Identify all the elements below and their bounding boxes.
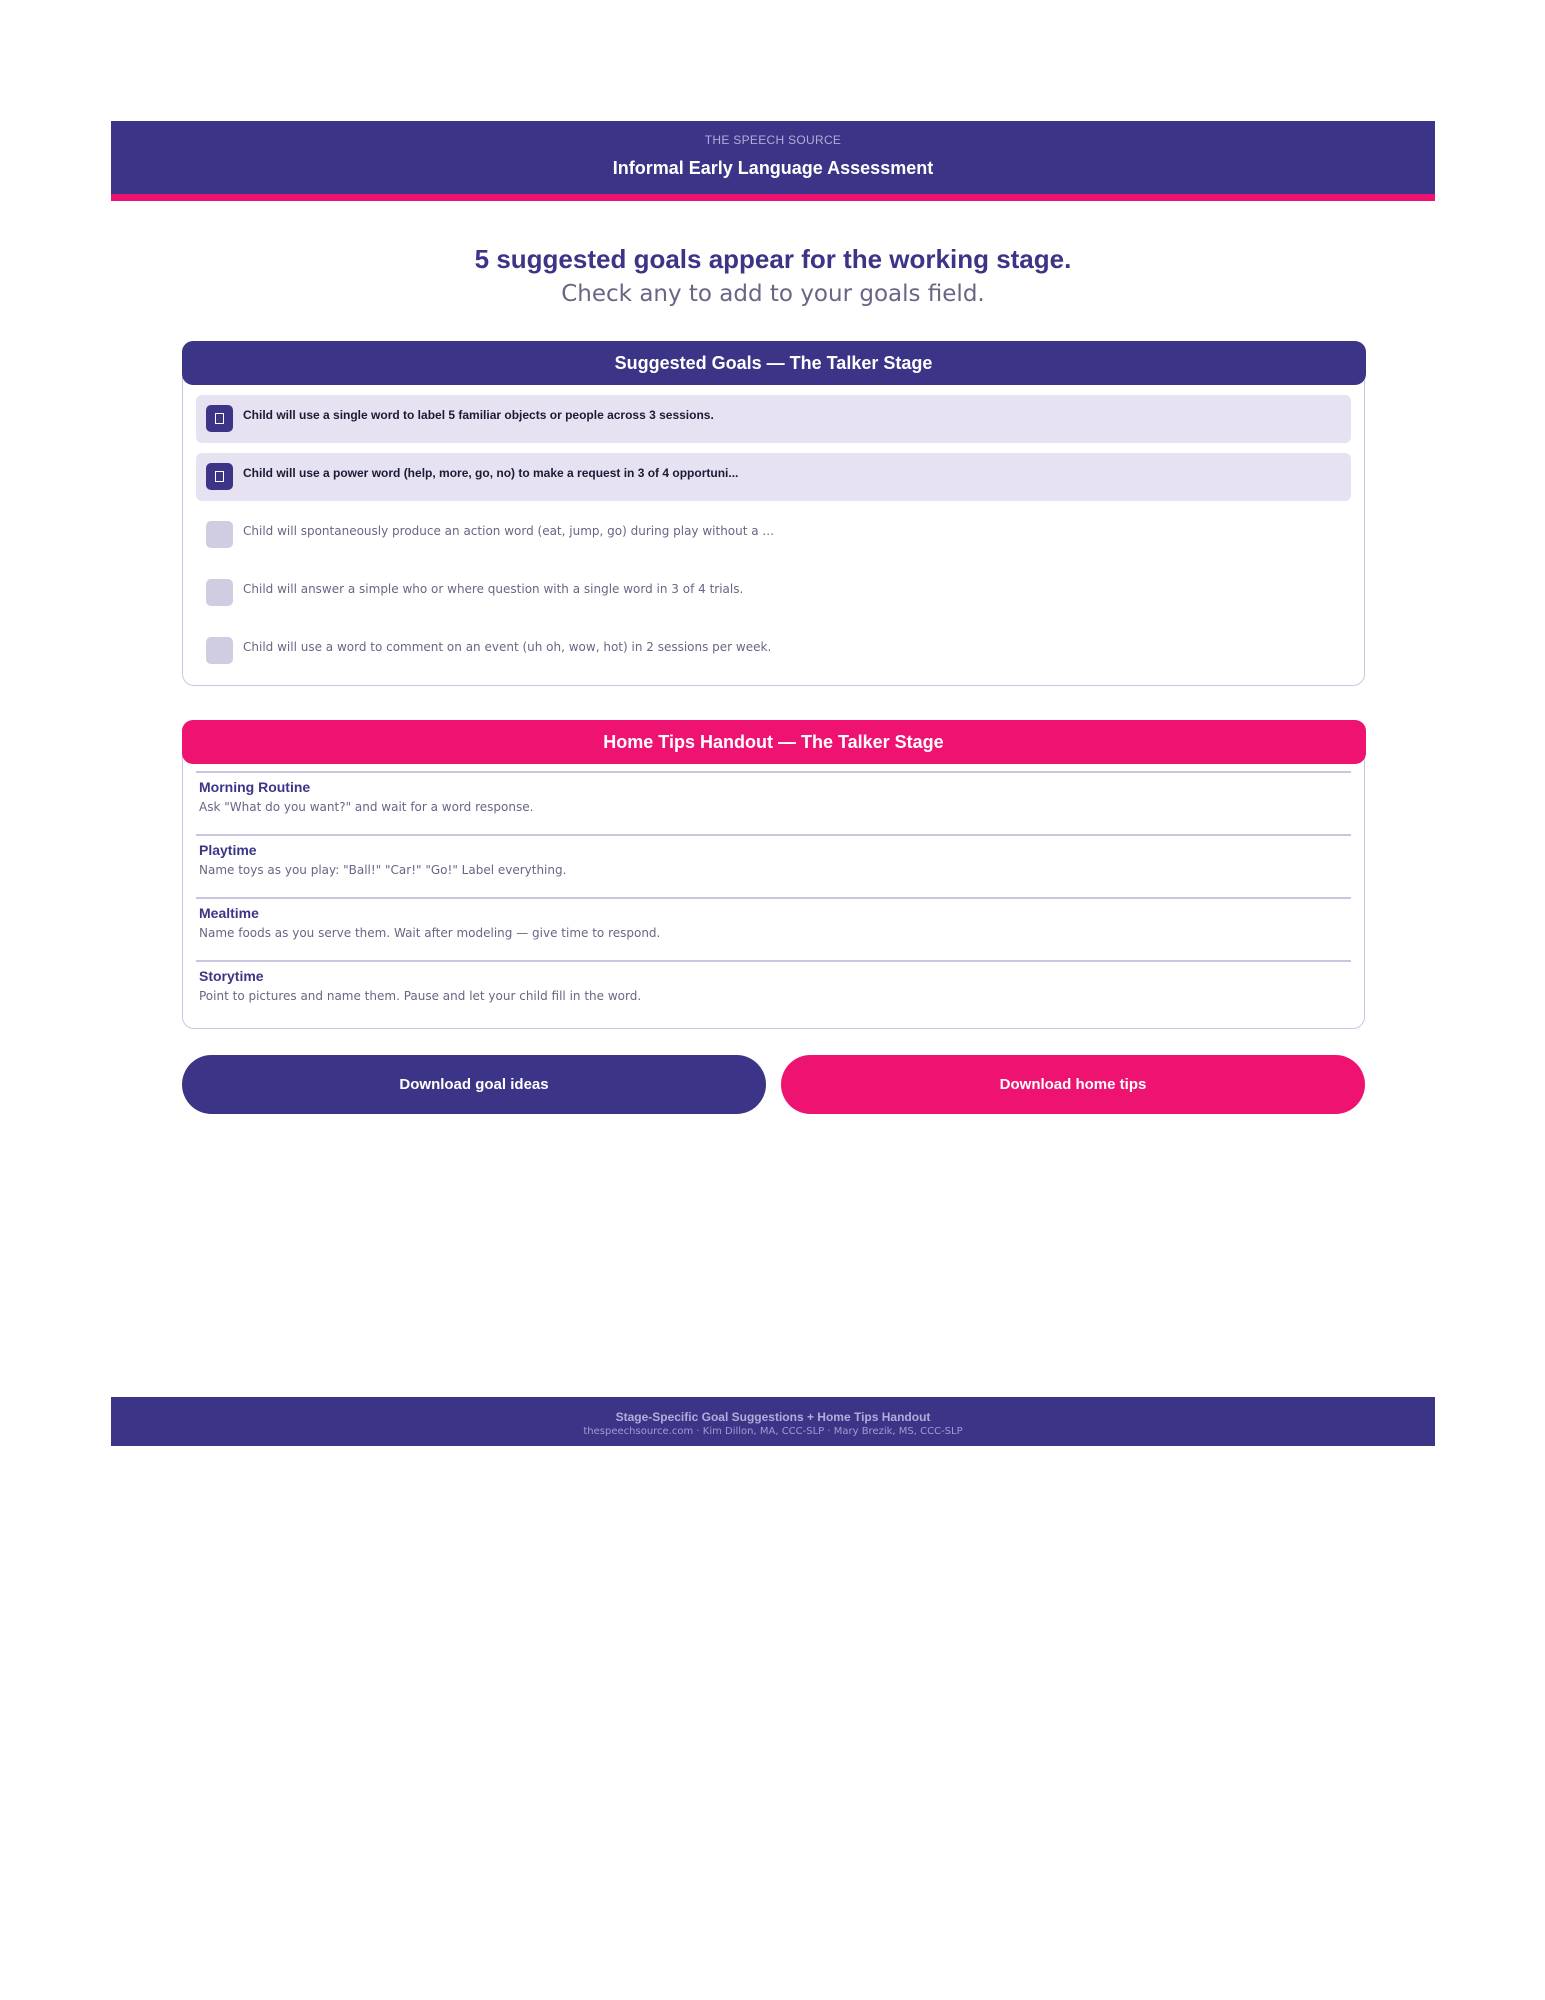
goal-item[interactable] <box>196 511 1351 559</box>
footer-credits: thespeechsource.com · Kim Dillon, MA, CCC-SLP · Mary Brezik, MS, CCC-SLP <box>583 1426 963 1437</box>
tip-title: Storytime <box>199 968 264 984</box>
tip-title: Morning Routine <box>199 779 311 795</box>
tip-title: Mealtime <box>199 905 259 921</box>
goal-item[interactable] <box>196 569 1351 617</box>
tip-text: Name foods as you serve them. Wait after modeling — give time to respond. <box>199 926 661 940</box>
checkbox-checked-icon[interactable] <box>206 405 233 432</box>
goal-item[interactable] <box>196 453 1351 501</box>
goal-text: Child will use a word to comment on an event (uh oh, wow, hot) in 2 sessions per week. <box>243 639 772 654</box>
tip-item <box>196 834 1351 897</box>
checkbox-checked-icon[interactable] <box>206 463 233 490</box>
suggested-goals-title: Suggested Goals — The Talker Stage <box>182 341 1366 385</box>
checkbox-unchecked-icon[interactable] <box>206 637 233 664</box>
page-title: Informal Early Language Assessment <box>612 158 934 178</box>
checkbox-unchecked-icon[interactable] <box>206 521 233 548</box>
tips-list <box>183 764 1364 1028</box>
home-tips-title: Home Tips Handout — The Talker Stage <box>182 720 1366 764</box>
goal-text: Child will use a power word (help, more, go, no) to make a request in 3 of 4 opportuni... <box>243 465 739 480</box>
goal-text: Child will use a single word to label 5 familiar objects or people across 3 sessions. <box>243 407 714 422</box>
app-header <box>111 121 1435 201</box>
tip-text: Name toys as you play: "Ball!" "Car!" "Go!" Label everything. <box>199 863 567 877</box>
checkbox-unchecked-icon[interactable] <box>206 579 233 606</box>
goal-item[interactable] <box>196 395 1351 443</box>
tip-item <box>196 960 1351 1023</box>
goal-item[interactable] <box>196 627 1351 675</box>
tip-text: Point to pictures and name them. Pause and let your child fill in the word. <box>199 989 642 1003</box>
goal-text: Child will spontaneously produce an action word (eat, jump, go) during play without a ... <box>243 523 774 538</box>
suggested-goals-card <box>182 341 1365 686</box>
tip-item <box>196 897 1351 960</box>
download-goal-ideas-button[interactable]: Download goal ideas <box>182 1055 766 1114</box>
footer-title: Stage-Specific Goal Suggestions + Home Tips Handout <box>615 1410 931 1424</box>
headline-main: 5 suggested goals appear for the working stage. <box>474 244 1072 274</box>
brand-label: THE SPEECH SOURCE <box>704 133 842 147</box>
tip-text: Ask "What do you want?" and wait for a word response. <box>199 800 534 814</box>
download-home-tips-button[interactable]: Download home tips <box>781 1055 1365 1114</box>
headline-sub: Check any to add to your goals field. <box>561 281 985 307</box>
page <box>111 121 1435 1114</box>
download-buttons <box>182 1055 1365 1114</box>
goals-list <box>183 385 1364 685</box>
tip-item <box>196 771 1351 834</box>
goal-text: Child will answer a simple who or where question with a single word in 3 of 4 trials. <box>243 581 744 596</box>
footer <box>111 1397 1435 1446</box>
tip-title: Playtime <box>199 842 257 858</box>
headline <box>111 243 1435 309</box>
home-tips-card <box>182 721 1365 1030</box>
